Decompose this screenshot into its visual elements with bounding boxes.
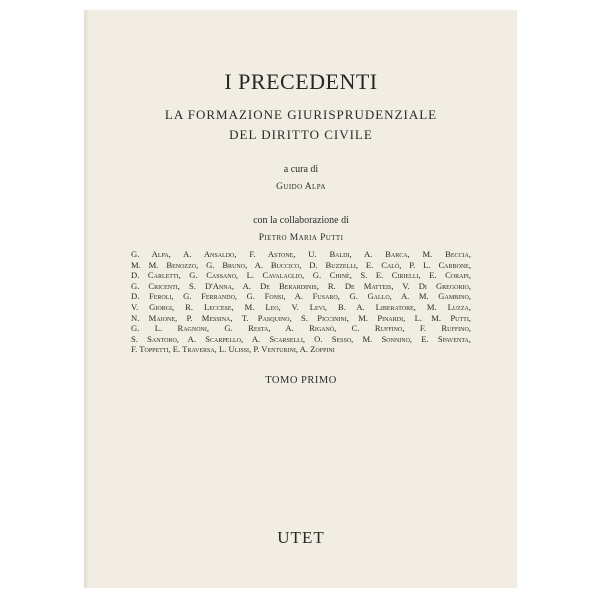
collaboration-label: con la collaborazione di xyxy=(253,215,349,226)
curatela-label: a cura di xyxy=(283,164,319,175)
editor-name: Guido Alpa xyxy=(276,182,326,192)
volume-label: TOMO PRIMO xyxy=(265,375,337,386)
contributors-line: G. Alpa, A. Ansaldo, F. Astone, U. Baldi, A. Barca, M. Beccia, xyxy=(131,249,471,259)
contributors-list xyxy=(131,249,471,355)
contributors-line: G. L. Ragnoni, G. Resta, A. Riganò, C. Ruffino, F. Ruffino, xyxy=(131,323,471,334)
book-subtitle-line-2: DEL DIRITTO CIVILE xyxy=(229,127,373,142)
contributors-line: D. Carletti, G. Cassano, L. Cavalaglio, G. Chinè, S. E. Cirielli, E. Corapi, xyxy=(131,270,471,281)
contributors-line: G. Cricenti, S. D'Anna, A. De Berardinis, R. De Matteis, V. Di Gregorio, xyxy=(131,280,471,291)
publisher-name: UTET xyxy=(277,528,325,547)
contributors-line: V. Giorgi, R. Leccese, M. Leo, V. Levi, B. A. Liberatore, M. Luzza, xyxy=(131,301,471,312)
contributors-line: D. Feroli, G. Ferrando, G. Fonsi, A. Fusaro, G. Gallo, A. M. Gambino, xyxy=(131,291,471,302)
book-subtitle-line-1: LA FORMAZIONE GIURISPRUDENZIALE xyxy=(164,107,438,122)
collaborator-name: Pietro Maria Putti xyxy=(258,233,344,243)
contributors-line: M. M. Benozzo, G. Bruno, A. Buccico, D. Buzzelli, E. Calò, P. L. Carbone, xyxy=(131,259,471,270)
contributors-line: F. Toppetti, E. Traversa, L. Ulissi, P. Venturini, A. Zoppini xyxy=(131,344,335,355)
contributors-line: S. Santoro, A. Scarpello, A. Scarselli, O. Sesso, M. Sonnino, E. Spaventa, xyxy=(131,333,471,344)
spine-shadow xyxy=(85,10,89,588)
title-page xyxy=(84,10,517,588)
contributors-line: N. Maione, P. Messina, T. Pasquino, S. Piccinini, M. Pinardi, L. M. Putti, xyxy=(131,312,471,323)
book-title: I PRECEDENTI xyxy=(224,69,378,94)
